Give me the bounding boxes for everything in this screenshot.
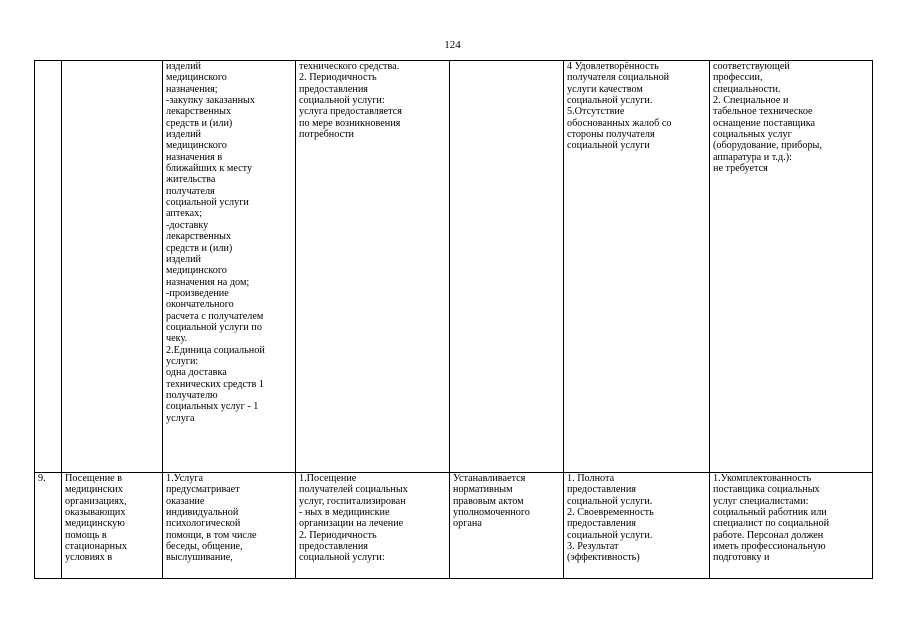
- quality-indicators-cell: [564, 61, 710, 473]
- cell-text-line: социальной услуги.: [567, 529, 653, 541]
- cell-text-line: технических средств 1: [166, 378, 264, 390]
- cell-text-line: 4 Удовлетворённость: [567, 61, 659, 72]
- cell-text-line: уполномоченного: [453, 507, 530, 519]
- cell-text-line: медицинского: [166, 72, 227, 84]
- cell-text-line: поставщика социальных: [713, 484, 820, 496]
- cell-text-line: назначения;: [166, 83, 218, 95]
- cell-text-line: - ных в медицинские: [299, 507, 390, 519]
- cell-text-line: услуга: [166, 412, 195, 424]
- cell-text-line: социальной услуги: [166, 197, 249, 209]
- cell-text-line: 1. Полнота: [567, 473, 615, 484]
- cell-text-line: предусматривает: [166, 484, 240, 496]
- cell-text-line: социальной услуги: [567, 140, 650, 152]
- cell-text-line: предоставления: [567, 484, 636, 496]
- cell-text-line: 1.Укомплектованность: [713, 473, 812, 484]
- cell-text-line: подготовку и: [713, 552, 770, 564]
- cell-text-line: -произведение: [166, 287, 229, 299]
- service-conditions-cell: [710, 473, 873, 579]
- cell-text-line: нормативным: [453, 484, 513, 496]
- cell-text-line: 5.Отсутствие: [567, 106, 625, 118]
- cell-text-line: потребности: [299, 129, 355, 141]
- cell-text-line: помощь в: [65, 529, 107, 541]
- cell-text-line: соответствующей: [713, 61, 790, 72]
- cell-text-line: одна доставка: [166, 367, 227, 379]
- cell-text-line: получателя социальной: [567, 72, 670, 84]
- service-conditions-cell: [710, 61, 873, 473]
- cell-text-line: социальных услуг: [713, 129, 792, 141]
- cell-text-line: аптеках;: [166, 208, 203, 220]
- cell-text-line: предоставления: [299, 83, 368, 95]
- cell-text-line: социальной услуги по: [166, 321, 262, 333]
- cell-text-line: медицинского: [166, 140, 227, 152]
- table-row: [35, 61, 873, 473]
- cell-text-line: -закупку заказанных: [166, 95, 255, 107]
- service-terms-cell: [296, 473, 450, 579]
- cell-text-line: получателю: [166, 389, 218, 401]
- row-number-cell: [35, 61, 62, 473]
- cell-text-line: организациях,: [65, 495, 127, 507]
- service-norm-cell: [450, 473, 564, 579]
- row-number-cell: 9.: [35, 473, 62, 579]
- cell-text-line: не требуется: [713, 163, 768, 175]
- cell-text-line: 2. Своевременность: [567, 507, 654, 519]
- cell-text-line: профессии,: [713, 72, 763, 84]
- cell-text-line: чеку.: [166, 333, 188, 345]
- cell-text-line: изделий: [166, 253, 201, 265]
- service-content-cell: [163, 61, 296, 473]
- cell-text-line: 2. Периодичность: [299, 72, 377, 84]
- cell-text-line: выслушивание,: [166, 552, 233, 564]
- cell-text-line: жительства: [166, 174, 216, 186]
- cell-text-line: медицинскую: [65, 518, 125, 530]
- cell-text-line: социальной услуги.: [567, 95, 653, 107]
- cell-text-line: услуга предоставляется: [299, 106, 402, 118]
- cell-text-line: Посещение в: [65, 473, 123, 484]
- cell-text-line: стороны получателя: [567, 129, 655, 141]
- cell-text-line: 1.Посещение: [299, 473, 357, 484]
- cell-text-line: оказывающих: [65, 507, 126, 519]
- cell-text-line: социальный работник или: [713, 507, 827, 519]
- cell-text-line: специалист по социальной: [713, 518, 830, 530]
- cell-text-line: -доставку: [166, 219, 209, 231]
- cell-text-line: обоснованных жалоб со: [567, 117, 672, 129]
- services-table: [34, 60, 873, 579]
- cell-text-line: услуги качеством: [567, 83, 643, 95]
- service-name-cell: [62, 61, 163, 473]
- page-number: 124: [444, 39, 461, 51]
- cell-text-line: специальности.: [713, 83, 781, 95]
- service-norm-cell: [450, 61, 564, 473]
- cell-text-line: Устанавливается: [453, 473, 526, 484]
- cell-text-line: технического средства.: [299, 61, 400, 72]
- cell-text-line: аппаратура и т.д.):: [713, 151, 792, 163]
- cell-text-line: организации на лечение: [299, 518, 404, 530]
- cell-text-line: по мере возникновения: [299, 117, 401, 129]
- cell-text-line: социальной услуги:: [299, 552, 385, 564]
- cell-text-line: изделий: [166, 129, 201, 141]
- service-terms-cell: [296, 61, 450, 473]
- cell-text-line: правовым актом: [453, 495, 524, 507]
- cell-text-line: назначения в: [166, 151, 223, 163]
- cell-text-line: предоставления: [299, 541, 368, 553]
- cell-text-line: 3. Результат: [567, 541, 619, 553]
- cell-text-line: (оборудование, приборы,: [713, 140, 822, 152]
- cell-text-line: социальной услуги.: [567, 495, 653, 507]
- cell-text-line: стационарных: [65, 541, 128, 553]
- cell-text-line: органа: [453, 518, 482, 530]
- cell-text-line: услуги:: [166, 355, 199, 367]
- cell-text-line: работе. Персонал должен: [713, 529, 824, 541]
- quality-indicators-cell: [564, 473, 710, 579]
- cell-text-line: расчета с получателем: [166, 310, 264, 322]
- cell-text-line: 1.Услуга: [166, 473, 204, 484]
- cell-text-line: (эффективность): [567, 552, 640, 564]
- cell-text-line: 2.Единица социальной: [166, 344, 265, 356]
- cell-text-line: изделий: [166, 61, 201, 72]
- cell-text-line: условиях в: [65, 552, 113, 564]
- cell-text-line: социальной услуги:: [299, 95, 385, 107]
- cell-text-line: оказание: [166, 495, 205, 507]
- cell-text-line: 2. Периодичность: [299, 529, 377, 541]
- cell-text-line: окончательного: [166, 299, 234, 311]
- cell-text-line: психологической: [166, 518, 241, 530]
- cell-text-line: получателя: [166, 185, 215, 197]
- cell-text-line: средств и (или): [166, 117, 233, 129]
- cell-text-line: ближайших к месту: [166, 163, 253, 175]
- cell-text-line: средств и (или): [166, 242, 233, 254]
- cell-text-line: беседы, общение,: [166, 541, 243, 553]
- cell-text-line: оснащение поставщика: [713, 117, 816, 129]
- cell-text-line: помощи, в том числе: [166, 529, 257, 541]
- cell-text-line: лекарственных: [166, 231, 232, 243]
- cell-text-line: назначения на дом;: [166, 276, 250, 288]
- cell-text-line: табельное техническое: [713, 106, 813, 118]
- cell-text-line: 2. Специальное и: [713, 95, 789, 107]
- cell-text-line: услуг специалистами:: [713, 495, 809, 507]
- cell-text-line: получателей социальных: [299, 484, 408, 496]
- cell-text-line: индивидуальной: [166, 507, 239, 519]
- cell-text-line: предоставления: [567, 518, 636, 530]
- cell-text-line: социальных услуг - 1: [166, 401, 259, 413]
- cell-text-line: услуг, госпитализирован: [299, 495, 406, 507]
- cell-text-line: медицинских: [65, 484, 123, 496]
- service-name-cell: [62, 473, 163, 579]
- cell-text-line: лекарственных: [166, 106, 232, 118]
- service-content-cell: [163, 473, 296, 579]
- table-row: [35, 473, 873, 579]
- cell-text-line: медицинского: [166, 265, 227, 277]
- cell-text-line: иметь профессиональную: [713, 541, 826, 553]
